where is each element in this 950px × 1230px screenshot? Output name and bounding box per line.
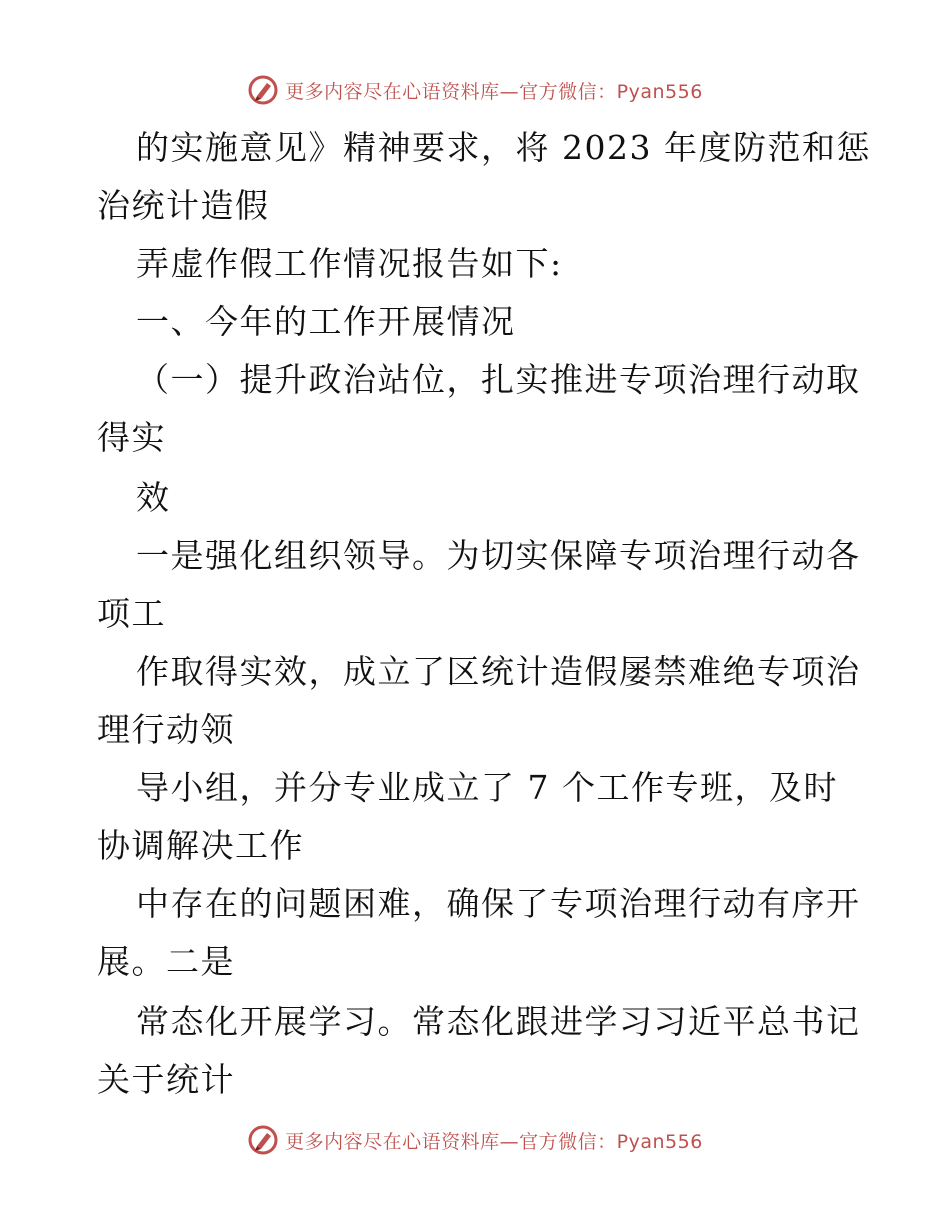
pen-logo-icon — [247, 1124, 279, 1156]
body-line: 一是强化组织领导。为切实保障专项治理行动各 — [136, 536, 861, 575]
body-line: 项工 — [97, 594, 166, 633]
body-line: 得实 — [97, 418, 166, 457]
section-heading: 一、今年的工作开展情况 — [136, 302, 516, 341]
body-line: 关于统计 — [97, 1060, 235, 1099]
footer-banner — [0, 1120, 950, 1160]
body-line: 常态化开展学习。常态化跟进学习习近平总书记 — [136, 1002, 861, 1041]
footer-banner-text: 更多内容尽在心语资料库—官方微信：Pyan556 — [285, 1130, 703, 1153]
body-line: 展。二是 — [97, 942, 235, 981]
header-banner-text: 更多内容尽在心语资料库—官方微信：Pyan556 — [285, 80, 703, 103]
body-line: 作取得实效，成立了区统计造假屡禁难绝专项治 — [136, 652, 861, 691]
body-line: 理行动领 — [97, 710, 235, 749]
body-line: 导小组，并分专业成立了 7 个工作专班，及时 — [136, 768, 838, 807]
body-line: 协调解决工作 — [97, 826, 304, 865]
body-line: 的实施意见》精神要求，将 2023 年度防范和惩 — [136, 128, 871, 167]
body-line: 弄虚作假工作情况报告如下: — [136, 244, 563, 283]
body-line: 治统计造假 — [97, 186, 270, 225]
subsection-heading: （一）提升政治站位，扎实推进专项治理行动取 — [136, 360, 861, 399]
body-line: 效 — [136, 478, 171, 517]
body-line: 中存在的问题困难，确保了专项治理行动有序开 — [136, 884, 861, 923]
